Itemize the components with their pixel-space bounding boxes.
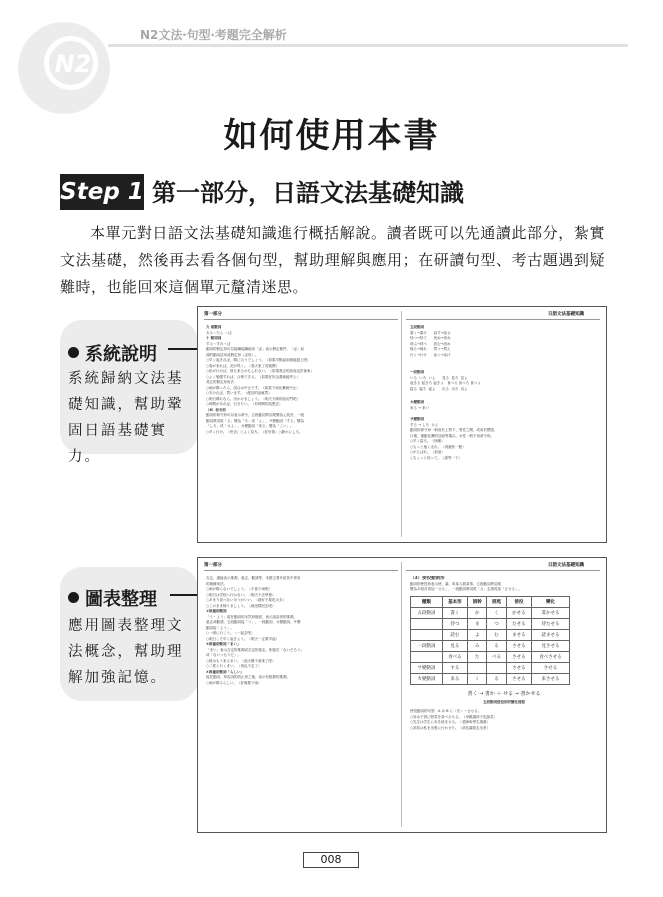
table-cell: く <box>468 673 487 684</box>
text-line: ○時間があれば、行きたい。（有時間的話想去） <box>206 402 283 406</box>
text-line: いる いろ いよ 見る 見ろ 見よ <box>410 375 468 380</box>
conjugation-flow: 書く → 書か ＋ せる → 書かせる <box>467 690 541 697</box>
text-line: 力 複數詞 <box>206 325 222 329</box>
table-cell: か <box>468 607 487 618</box>
text-line: 起きる 起きろ 起きよ 食べる 食べろ 食べよ <box>410 381 481 385</box>
text-line: ○一緒に行こう。（一起去吧） <box>206 631 255 635</box>
text-line: 動詞接「よう」。 <box>206 625 234 630</box>
table-cell: み <box>468 640 487 651</box>
table-cell: 食べさせる <box>532 651 570 662</box>
text-line: 帰る→帰れ 買う→買え <box>410 347 451 351</box>
left-page-text <box>206 576 394 686</box>
text-line: 否定，還能表示推測、意志、勸誘等，本節主要介紹其中常用 <box>206 576 301 580</box>
text-line: ②推量助動詞 <box>206 609 227 613</box>
table-header-cell: 基本形 <box>442 596 467 607</box>
table-cell: ま <box>468 618 487 629</box>
section-heading: カ變動詞 <box>410 400 424 404</box>
text-line: ○雨が降ったら、試合は中止です。（如果下雨比賽就中止） <box>206 385 300 390</box>
table-cell: 待つ <box>442 618 467 629</box>
text-line: 面的動詞活用成假定形（ば形）。 <box>206 352 259 357</box>
flow-caption: 五段動詞使役形的變化流程 <box>483 699 525 704</box>
right-running-header: 日語文法基礎知識 <box>548 312 584 317</box>
table-row <box>411 673 570 684</box>
table-cell: た <box>468 651 487 662</box>
table-header-cell: 使役 <box>506 596 531 607</box>
text-line: する～すれ～ば <box>206 341 231 346</box>
table-cell: する <box>442 662 467 673</box>
table-row <box>411 662 570 673</box>
right-running-header: 日語文法基礎知識 <box>548 563 584 568</box>
table-cell: させる <box>532 662 570 673</box>
text-line: 口號、運動比賽的加油等場合。女性一般不用命令形。 <box>410 433 494 438</box>
header-divider <box>108 44 628 47</box>
table-cell <box>411 629 443 640</box>
text-line: 動詞將詞尾「る」變為「ろ」或「よ」，サ變動詞「する」變為 <box>206 418 304 423</box>
text-line: ○ちょっと待って。（請等一下） <box>410 455 462 460</box>
text-line: ○彼はもう来るまい。（他大概不會來了吧） <box>206 658 276 663</box>
text-line: 變為あ段音再加「せる」，一段動詞將詞尾「る」去掉再加「させる」。 <box>410 587 522 591</box>
table-header-cell: 變化 <box>532 596 570 607</box>
header-rule <box>406 319 600 320</box>
text-line: ③推量助動詞「まい」 <box>206 642 241 646</box>
text-line: ○春が来れば、花が咲く。（春天來了花就開） <box>206 363 279 368</box>
text-line: ○早く寝ろ。（快睡） <box>410 439 445 443</box>
table-cell: く <box>487 607 506 618</box>
spread-spine <box>401 562 402 827</box>
text-line: 待つ→待て 死ぬ→死ね <box>410 336 451 340</box>
text-line: ある～たら ～ば <box>206 330 232 335</box>
spread-spine <box>401 311 402 537</box>
text-line: （6）命令形 <box>206 407 226 412</box>
text-line: 使役動詞的句型：A は B に（を）～させる。 <box>410 709 482 713</box>
table-cell: 見る <box>442 640 467 651</box>
text-line: 動詞的命令形可以表示命令，五段動詞將詞尾變為え段音，一段 <box>206 413 304 417</box>
text-line: 動詞的使役形表示使、讓、叫某人做某事，五段動詞將詞尾 <box>410 581 501 586</box>
text-line: 「う・よう」接在動詞的未然形後面，表示說話者的推測、 <box>206 614 297 619</box>
page-title: 如何使用本書 <box>223 116 440 156</box>
right-page-content <box>410 576 598 731</box>
table-cell: させる <box>506 662 531 673</box>
callout-title: 圖表整理 <box>68 585 157 611</box>
table-cell: させる <box>506 651 531 662</box>
sample-spread-1 <box>197 306 607 543</box>
text-line: 呼ぶ→呼べ 読む→読め <box>410 341 451 346</box>
table-cell: 待たせる <box>532 618 570 629</box>
table-cell: かせる <box>506 607 531 618</box>
table-header-cell: 種類 <box>411 596 443 607</box>
text-line: 来る → 来い <box>410 405 430 410</box>
text-line: 意志或勸誘，五段動詞接「う」，一段動詞、カ變動詞、サ變 <box>206 620 301 624</box>
table-row <box>411 651 570 662</box>
right-page-text <box>410 325 598 461</box>
left-running-header: 第一部分 <box>204 563 222 568</box>
text-line: 十 動詞詞 <box>206 336 222 340</box>
conjugation-table <box>410 596 570 685</box>
table-cell: つ <box>487 618 506 629</box>
text-line: する → しろ せよ <box>410 422 439 427</box>
bullet-dot-icon <box>68 592 79 603</box>
bullet-dot-icon <box>68 347 79 358</box>
text-line: 「まい」表示否定的推測或否定的意志，相當於「ないだろう」 <box>206 647 304 652</box>
step-heading: 第一部分，日語文法基礎知識 <box>152 179 464 207</box>
text-line: ○明日は学校へ行かない。（明天不去學校） <box>206 592 276 597</box>
text-line: ○安ければ、買います。（便宜的話就買） <box>206 391 272 395</box>
intro-paragraph: 本單元對日語文法基礎知識進行概括解說。讀者既可以先通讀此部分，紮實文法基礎，然後再去看各個句型，幫助理解與應用；在研讀句型、考古題遇到疑難時，也能回來這個單元釐清迷思。 <box>60 224 605 296</box>
text-line: ○先生は学生に本を読ませる。（老師叫學生讀書） <box>410 720 491 724</box>
text-line: 的幾種用法。 <box>206 581 227 586</box>
left-running-header: 第一部分 <box>204 312 222 317</box>
table-row <box>411 607 570 618</box>
table-cell: させる <box>506 673 531 684</box>
table-cell: カ變動詞 <box>411 673 443 684</box>
table-row <box>411 618 570 629</box>
header-rule <box>406 570 600 571</box>
callout-body: 應用圖表整理文法概念，幫助理解加強記憶。 <box>68 618 184 686</box>
table-cell: る <box>487 673 506 684</box>
text-line: ○私が行けば、彼も来るかもしれない。（如果我去的話他也許會來） <box>206 369 315 373</box>
table-cell: る <box>487 640 506 651</box>
table-header-row <box>411 596 570 607</box>
text-line: ○よく勉強すれば、合格できる。（如果好好念書就能考上） <box>206 374 301 379</box>
table-cell: ませる <box>506 629 531 640</box>
text-line: ○早く行け。（快去）○よく見ろ。（好好看）○静かにしろ。 <box>206 429 303 434</box>
table-cell: 書く <box>442 607 467 618</box>
text-line: ○あまり食べないほうがいい。（最好不要吃太多） <box>206 598 287 602</box>
text-line: ○二度と行くまい。（再也不去了） <box>206 664 262 668</box>
table-cell: 一段動詞 <box>411 640 443 651</box>
table-cell: 五段動詞 <box>411 607 443 618</box>
callout-system-explanation <box>60 320 198 465</box>
text-line: ○明日こそ早く起きよう。（明天一定要早起） <box>206 636 280 641</box>
text-line: ○雨が降るらしい。（好像要下雨） <box>206 680 262 685</box>
table-cell <box>411 618 443 629</box>
table-cell: 書かせる <box>532 607 570 618</box>
header-rule <box>204 570 398 571</box>
series-logo-text: N2 <box>54 50 92 78</box>
text-line: ○このまま帰りましょう。（就這樣回去吧） <box>206 603 276 608</box>
table-cell: サ變動詞 <box>411 662 443 673</box>
text-line: 接在動詞、形容詞的終止形之後，表示有根據的推測。 <box>206 675 290 679</box>
section-heading: 五段動詞 <box>410 325 424 329</box>
table-cell: たせる <box>506 618 531 629</box>
callout-body: 系統歸納文法基礎知識，幫助鞏固日語基礎實力。 <box>68 371 184 465</box>
callout-chart-summary <box>60 567 198 701</box>
table-header-cell: 詞幹 <box>468 596 487 607</box>
text-line: 或「ないつもりだ」。 <box>206 653 241 657</box>
table-row <box>411 640 570 651</box>
table-cell: む <box>487 629 506 640</box>
table-header-cell: 詞尾 <box>487 596 506 607</box>
text-line: ○早く起きれば、間に合うでしょう。（如果早點起床就能趕上吧） <box>206 358 311 362</box>
text-line: ○明日晴れなら、出かけましょう。（明天天晴的話出門吧） <box>206 396 301 401</box>
table-cell: 食べる <box>442 651 467 662</box>
text-line: 「しろ」或「せよ」，カ變動詞「来る」變為「こい」。 <box>206 424 294 428</box>
header-rule <box>204 319 398 320</box>
section-heading: サ變動詞 <box>410 417 424 421</box>
text-line: ○がんばれ。（加油） <box>410 450 445 454</box>
table-cell <box>487 662 506 673</box>
left-page-text <box>206 325 394 435</box>
text-line: 寝る 寝ろ 寝よ 出る 出ろ 出よ <box>410 386 468 391</box>
table-row <box>411 629 570 640</box>
table-cell <box>468 662 487 673</box>
text-line: ○もっと速く走れ。（再跑快一點） <box>410 444 466 449</box>
text-line: ○部長は私を出張に行かせた。（部長讓我去出差） <box>410 725 491 730</box>
step-badge: Step 1 <box>60 174 144 210</box>
text-line: ○母は子供に野菜を食べさせる。（母親讓孩子吃蔬菜） <box>410 714 498 719</box>
table-cell: させる <box>506 640 531 651</box>
table-cell: 来させる <box>532 673 570 684</box>
section-heading: 一段動詞 <box>410 370 424 374</box>
text-line: ○雨が降らないでしょう。（不會下雨吧） <box>206 587 273 591</box>
page-number: 008 <box>303 852 359 868</box>
section-heading: （3）使役動詞形 <box>410 576 445 581</box>
table-cell <box>411 651 443 662</box>
table-cell: 見させる <box>532 640 570 651</box>
text-line: 動詞的命令形一般用於上對下、男性之間，或用於標語、 <box>410 428 498 432</box>
series-title: N2文法‧句型‧考題完全解析 <box>140 28 287 42</box>
sample-spread-2 <box>197 557 607 833</box>
text-line: ④推量助動詞「らしい」 <box>206 669 244 674</box>
text-line: 行く→行け 泳ぐ→泳げ <box>410 352 451 357</box>
text-line: 其它的假定形用法： <box>206 380 238 384</box>
callout-title: 系統說明 <box>68 340 157 366</box>
text-line: 動詞的假定形可以接續接續助詞「ば」表示假定條件，「ば」前 <box>206 347 304 351</box>
table-cell: よ <box>468 629 487 640</box>
table-cell: 読ませる <box>532 629 570 640</box>
table-cell: 読む <box>442 629 467 640</box>
table-cell: べる <box>487 651 506 662</box>
text-line: 書く→書け 話す→話せ <box>410 330 451 335</box>
table-cell: 来る <box>442 673 467 684</box>
